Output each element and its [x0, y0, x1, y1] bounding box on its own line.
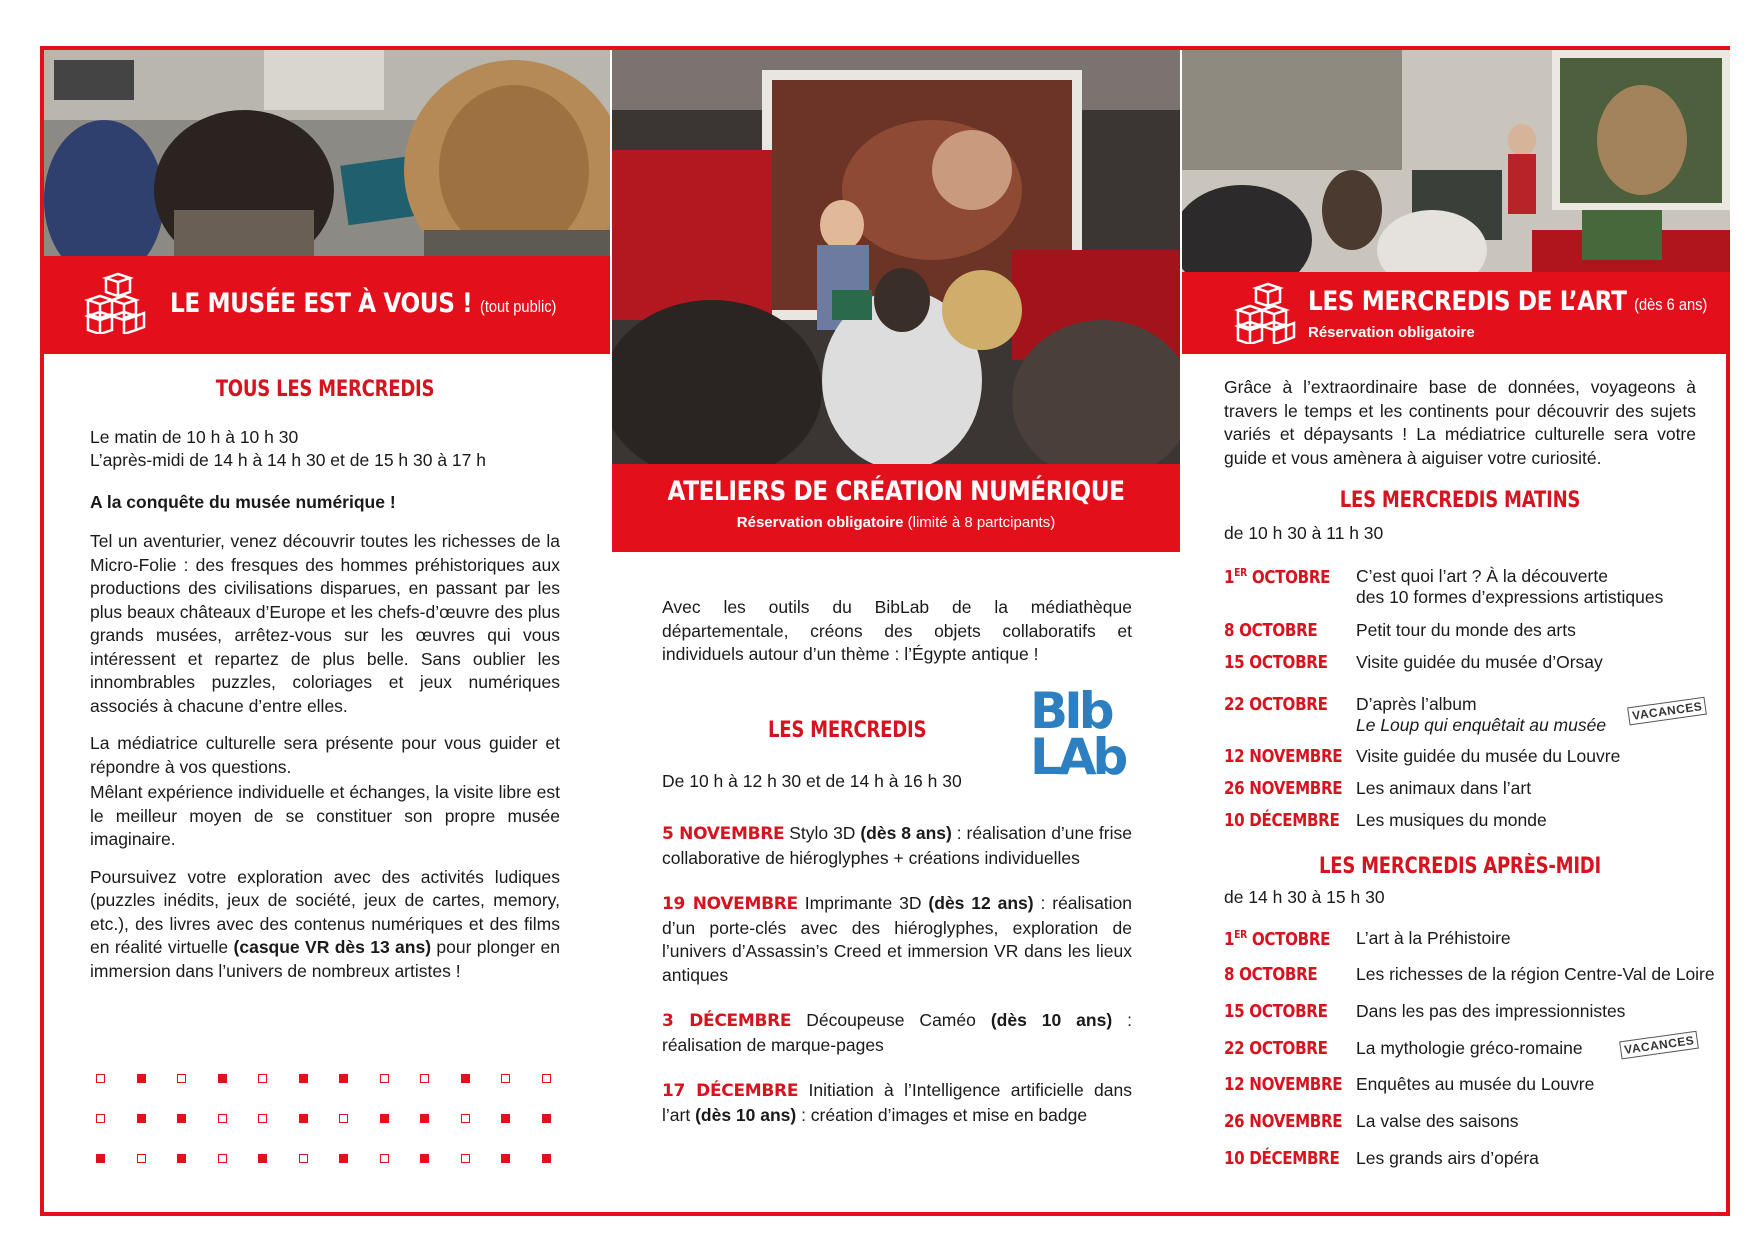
- heading-les-mercredis: LES MERCREDIS: [768, 718, 927, 743]
- photo-classroom-art: [1182, 50, 1730, 272]
- decorative-square: [380, 1154, 389, 1163]
- decorative-square: [258, 1074, 267, 1083]
- decorative-square: [339, 1114, 348, 1123]
- event-19-novembre: 19 NOVEMBRE Imprimante 3D (dès 12 ans) : réalisation d’un porte-clés avec des hiéroglyphes, exploration de l’univers d’Assassin’s Creed et immersion VR dans les lieux antiques: [662, 893, 1133, 985]
- decorative-square: [380, 1074, 389, 1083]
- decorative-square: [542, 1114, 551, 1123]
- decorative-square: [299, 1154, 308, 1163]
- ateliers-intro: Avec les outils du BibLab de la médiathèque départementale, créons des objets collaboratifs et individuels autour d’un thème : l’Égypte antique !: [662, 597, 1132, 664]
- ateliers-events: [662, 822, 1132, 1141]
- decorative-square: [339, 1154, 348, 1163]
- afternoon-time: de 14 h 30 à 15 h 30: [1224, 887, 1385, 907]
- decorative-square: [380, 1114, 389, 1123]
- decorative-square: [96, 1074, 105, 1083]
- decorative-square: [299, 1114, 308, 1123]
- decorative-square: [177, 1114, 186, 1123]
- decorative-square: [299, 1074, 308, 1083]
- mercredis-art-intro: Grâce à l’extraordinaire base de données, voyageons à travers le temps et les continents pour découvrir des sujets variés et dépaysants ! La médiatrice culturelle sera votre guide et vous amènera à aiguiser votre curiosité.: [1224, 377, 1696, 468]
- vacances-stamp: VACANCES: [1627, 697, 1707, 726]
- photo-children-tablets: [44, 50, 610, 256]
- decorative-square: [258, 1154, 267, 1163]
- decorative-square: [137, 1154, 146, 1163]
- event-17-decembre: 17 DÉCEMBRE Initiation à l’Intelligence artificielle dans l’art (dès 10 ans) : création d’images et mise en badge: [662, 1080, 1132, 1125]
- decorative-square: [258, 1114, 267, 1123]
- band-sub-mercredis-art: Réservation obligatoire: [1308, 324, 1475, 341]
- heading-tous-les-mercredis: TOUS LES MERCREDIS: [215, 377, 435, 402]
- heading-mercredis-matins: LES MERCREDIS MATINS: [1339, 488, 1581, 513]
- decorative-square: [218, 1154, 227, 1163]
- decorative-square: [137, 1074, 146, 1083]
- col1-text: [90, 378, 560, 997]
- decorative-square: [218, 1114, 227, 1123]
- decorative-square: [501, 1154, 510, 1163]
- time-afternoon: L’après-midi de 14 h à 14 h 30 et de 15 h 30 à 17 h: [90, 450, 486, 470]
- heading-mercredis-apres-midi: LES MERCREDIS APRÈS-MIDI: [1318, 854, 1602, 879]
- decorative-square: [420, 1114, 429, 1123]
- decorative-square: [542, 1074, 551, 1083]
- decorative-square: [420, 1074, 429, 1083]
- decorative-square: [96, 1114, 105, 1123]
- cubes-icon: [1232, 282, 1298, 344]
- band-musee: [44, 256, 610, 354]
- decorative-square: [420, 1154, 429, 1163]
- biblab-logo: BIb LAb: [1030, 682, 1125, 786]
- event-3-decembre: 3 DÉCEMBRE Découpeuse Caméo (dès 10 ans) : réalisation de marque-pages: [662, 1010, 1132, 1055]
- photo-workshop-presentation: [612, 50, 1180, 464]
- decorative-square: [96, 1154, 105, 1163]
- band-title-musee: LE MUSÉE EST À VOUS ! (tout public): [170, 288, 557, 319]
- decorative-square: [339, 1074, 348, 1083]
- band-title-ateliers: ATELIERS DE CRÉATION NUMÉRIQUE: [667, 476, 1125, 507]
- decorative-square: [542, 1154, 551, 1163]
- decorative-square: [218, 1074, 227, 1083]
- paragraph-aventurier: Tel un aventurier, venez découvrir toutes les richesses de la Micro-Folie : des fresques des hommes préhistoriques aux productions des civilisations disparues, en passant par les plus beaux châteaux d’Europe et les chefs-d’œuvre des plus grands musées, arrêtez-vous sur les œuvres qui vous intéressent et repartez de plus belle. Sans oublier les innombrables puzzles, coloriages et jeux numériques associés à chacune d’entre elles.: [90, 531, 560, 716]
- decorative-square: [461, 1074, 470, 1083]
- decorative-square: [137, 1114, 146, 1123]
- time-morning: Le matin de 10 h à 10 h 30: [90, 426, 299, 447]
- decorative-square: [177, 1154, 186, 1163]
- morning-time: de 10 h 30 à 11 h 30: [1224, 523, 1384, 543]
- band-sub-ateliers: Réservation obligatoire (limité à 8 partcipants): [736, 514, 1056, 531]
- ateliers-times: De 10 h à 12 h 30 et de 14 h à 16 h 30: [662, 771, 962, 791]
- event-5-novembre: 5 NOVEMBRE Stylo 3D (dès 8 ans) : réalisation d’une frise collaborative de hiéroglyphes + créations individuelles: [662, 823, 1132, 868]
- cubes-icon: [82, 272, 148, 334]
- decorative-square: [461, 1154, 470, 1163]
- band-ateliers: [612, 464, 1180, 552]
- band-mercredis-art: [1182, 272, 1730, 354]
- decorative-square: [501, 1114, 510, 1123]
- paragraph-mediatrice: La médiatrice culturelle sera présente pour vous guider et répondre à vos questions.: [90, 733, 560, 777]
- band-title-mercredis-art: LES MERCREDIS DE L’ART (dès 6 ans): [1308, 286, 1708, 317]
- decorative-square: [501, 1074, 510, 1083]
- vacances-stamp: VACANCES: [1619, 1031, 1699, 1060]
- decorative-square: [177, 1074, 186, 1083]
- paragraph-experience: Mêlant expérience individuelle et échanges, la visite libre est le meilleur moyen de se constituer son propre musée imaginaire.: [90, 782, 560, 849]
- paragraph-exploration: Poursuivez votre exploration avec des activités ludiques (puzzles inédits, jeux de société, jeux de cartes, memory, etc.), des livres avec des contenus numériques et des films en réalité virtuelle (casque VR dès 13 ans) pour plonger en immersion dans l’univers de nombreux artistes !: [90, 866, 560, 981]
- subheading-conquete: A la conquête du musée numérique !: [90, 491, 396, 512]
- decorative-square: [461, 1114, 470, 1123]
